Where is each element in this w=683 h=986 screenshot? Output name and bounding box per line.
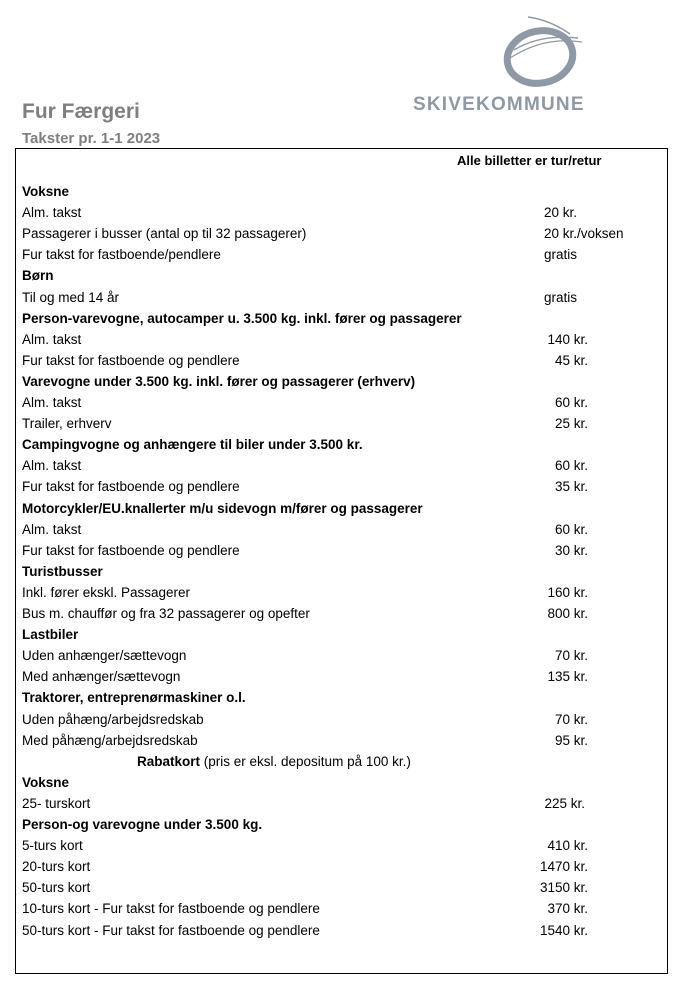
- logo-mark-icon: [500, 12, 590, 92]
- fare-price: 20 kr.: [544, 205, 578, 220]
- fare-label: Bus m. chauffør og fra 32 passagerer og opefter: [22, 606, 310, 621]
- fare-label: Uden påhæng/arbejdsredskab: [22, 712, 204, 727]
- page-title: Fur Færgeri: [22, 100, 140, 123]
- rabatkort-note: (pris er eksl. depositum på 100 kr.): [200, 754, 411, 769]
- fare-label: Inkl. fører ekskl. Passagerer: [22, 585, 191, 600]
- section-heading: [22, 265, 683, 286]
- section-heading: [22, 308, 683, 329]
- fare-price: 60 kr.: [554, 458, 588, 473]
- fare-label: 5-turs kort: [22, 838, 83, 853]
- fare-price: 45 kr.: [554, 353, 588, 368]
- price-row: [22, 645, 683, 666]
- fare-label: 10-turs kort - Fur takst for fastboende og pendlere: [22, 901, 320, 916]
- fare-price: 1540 kr.: [539, 923, 588, 938]
- section-title: Turistbusser: [22, 564, 103, 579]
- skive-kommune-logo: [405, 10, 595, 120]
- section-title: Voksne: [22, 775, 70, 790]
- fare-label: Fur takst for fastboende og pendlere: [22, 543, 240, 558]
- fare-label: Uden anhænger/sættevogn: [22, 648, 187, 663]
- section-heading: [22, 624, 683, 645]
- fare-price: gratis: [544, 290, 578, 305]
- fare-price: 160 kr.: [547, 585, 588, 600]
- fare-price: 30 kr.: [554, 543, 588, 558]
- price-row: [22, 244, 683, 265]
- fare-label: Trailer, erhverv: [22, 416, 112, 431]
- price-row: [22, 709, 683, 730]
- price-row: [22, 455, 683, 476]
- fare-label: Alm. takst: [22, 332, 82, 347]
- fare-label: Med anhænger/sættevogn: [22, 669, 181, 684]
- price-row: [22, 329, 683, 350]
- fare-label: 50-turs kort: [22, 880, 91, 895]
- price-row: [22, 350, 683, 371]
- price-row: [22, 287, 683, 308]
- section-title: Voksne: [22, 184, 70, 199]
- section-title: Person-varevogne, autocamper u. 3.500 kg. inkl. fører og passagerer: [22, 311, 462, 326]
- fare-price: 370 kr.: [547, 901, 588, 916]
- price-row: [22, 666, 683, 687]
- price-row: [22, 413, 683, 434]
- price-row: [22, 730, 683, 751]
- page-subtitle: Takster pr. 1-1 2023: [22, 130, 161, 147]
- fare-label: 20-turs kort: [22, 859, 91, 874]
- price-row: [22, 476, 683, 497]
- fare-price: 60 kr.: [554, 395, 588, 410]
- section-heading: [22, 371, 683, 392]
- price-row: [22, 793, 683, 814]
- fare-label: Fur takst for fastboende/pendlere: [22, 247, 221, 262]
- section-title: Lastbiler: [22, 627, 79, 642]
- price-row: [22, 582, 683, 603]
- price-row: [22, 920, 683, 941]
- fare-price: gratis: [544, 247, 578, 262]
- fare-price: 3150 kr.: [539, 880, 588, 895]
- section-heading: [22, 814, 683, 835]
- fare-price: 25 kr.: [554, 416, 588, 431]
- section-title: Motorcykler/EU.knallerter m/u sidevogn m/fører og passagerer: [22, 501, 423, 516]
- section-title: Traktorer, entreprenørmaskiner o.l.: [22, 690, 246, 705]
- price-row: [22, 835, 683, 856]
- fare-price: 140 kr.: [547, 332, 588, 347]
- fare-price: 225 kr.: [544, 796, 585, 811]
- fare-price: 70 kr.: [554, 712, 588, 727]
- fare-price: 95 kr.: [554, 733, 588, 748]
- rabatkort-heading: [137, 751, 411, 772]
- price-row: [22, 519, 683, 540]
- section-title: Børn: [22, 268, 54, 283]
- section-heading: [22, 561, 683, 582]
- fare-price: 20 kr./voksen: [544, 226, 624, 241]
- fare-label: Alm. takst: [22, 458, 82, 473]
- fare-label: Alm. takst: [22, 395, 82, 410]
- fare-price: 410 kr.: [547, 838, 588, 853]
- section-heading: [22, 434, 683, 455]
- fare-label: Fur takst for fastboende og pendlere: [22, 479, 240, 494]
- return-ticket-note: Alle billetter er tur/retur: [457, 153, 602, 168]
- section-title: Person-og varevogne under 3.500 kg.: [22, 817, 263, 832]
- fare-price: 1470 kr.: [539, 859, 588, 874]
- fare-label: 50-turs kort - Fur takst for fastboende og pendlere: [22, 923, 320, 938]
- fare-label: Alm. takst: [22, 522, 82, 537]
- section-title: Varevogne under 3.500 kg. inkl. fører og passagerer (erhverv): [22, 374, 416, 389]
- section-heading: [22, 772, 683, 793]
- fare-label: Med påhæng/arbejdsredskab: [22, 733, 198, 748]
- fare-label: 25- turskort: [22, 796, 91, 811]
- fare-label: Fur takst for fastboende og pendlere: [22, 353, 240, 368]
- fare-label: Passagerer i busser (antal op til 32 passagerer): [22, 226, 307, 241]
- fare-price: 800 kr.: [547, 606, 588, 621]
- price-row: [22, 856, 683, 877]
- fare-label: Alm. takst: [22, 205, 82, 220]
- price-row: [22, 877, 683, 898]
- logo-text: SKIVEKOMMUNE: [413, 94, 585, 115]
- section-heading: [22, 498, 683, 519]
- price-row: [22, 202, 683, 223]
- fare-price: 60 kr.: [554, 522, 588, 537]
- fare-price: 35 kr.: [554, 479, 588, 494]
- price-row: [22, 540, 683, 561]
- section-heading: [22, 181, 683, 202]
- section-title: Campingvogne og anhængere til biler under 3.500 kr.: [22, 437, 363, 452]
- price-row: [22, 603, 683, 624]
- fare-price: 70 kr.: [554, 648, 588, 663]
- price-row: [22, 898, 683, 919]
- rabatkort-label: Rabatkort: [137, 754, 201, 769]
- fare-price: 135 kr.: [547, 669, 588, 684]
- price-row: [22, 392, 683, 413]
- section-heading: [22, 687, 683, 708]
- price-row: [22, 223, 683, 244]
- fare-label: Til og med 14 år: [22, 290, 120, 305]
